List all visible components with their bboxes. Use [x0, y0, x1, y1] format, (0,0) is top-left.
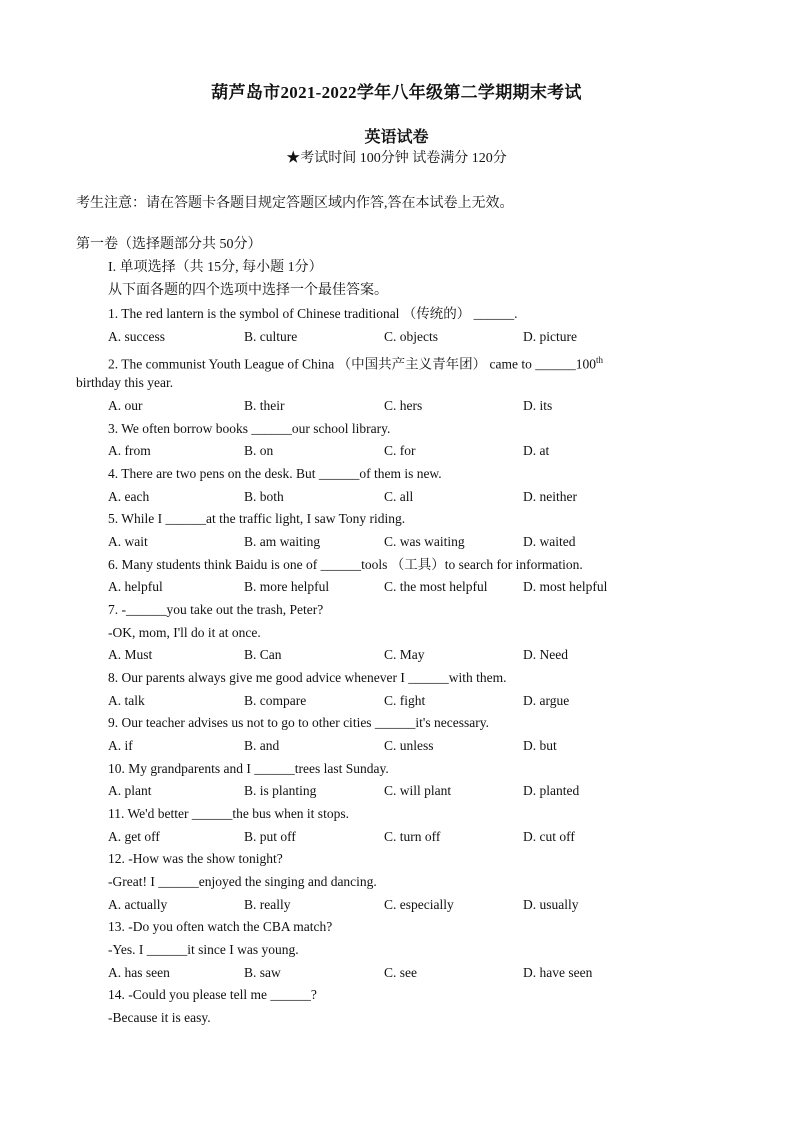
option-d: D. at: [523, 443, 550, 458]
section-heading: I. 单项选择（共 15分, 每小题 1分）: [108, 260, 323, 275]
option-c: C. objects: [384, 329, 438, 344]
question-text: 3. We often borrow books ______our school library.: [108, 421, 391, 436]
question-text-main: 2. The communist Youth League of China （中国共产主义青年团） came to ______100: [108, 356, 596, 372]
option-d: D. have seen: [523, 965, 593, 980]
option-b: B. on: [244, 443, 274, 458]
question-text-cont: -Yes. I ______it since I was young.: [108, 942, 299, 957]
exam-meta: ★考试时间 100分钟 试卷满分 120分: [286, 151, 507, 166]
option-a: A. actually: [108, 897, 168, 912]
option-b: B. compare: [244, 693, 307, 708]
option-b: B. saw: [244, 965, 281, 980]
question-text: 6. Many students think Baidu is one of ______tools （工具）to search for information.: [108, 557, 583, 572]
option-a: A. has seen: [108, 965, 170, 980]
option-c: C. was waiting: [384, 534, 465, 549]
option-b: B. is planting: [244, 783, 317, 798]
question-text: 8. Our parents always give me good advice whenever I ______with them.: [108, 670, 507, 685]
option-a: A. from: [108, 443, 151, 458]
exam-notice: 考生注意：请在答题卡各题目规定答题区域内作答,答在本试卷上无效。: [76, 196, 514, 211]
question-text: 7. -______you take out the trash, Peter?: [108, 602, 324, 617]
option-c: C. turn off: [384, 829, 441, 844]
option-d: D. cut off: [523, 829, 575, 844]
option-a: A. helpful: [108, 579, 163, 594]
option-d: D. Need: [523, 647, 568, 662]
option-b: B. put off: [244, 829, 296, 844]
exam-subtitle: 英语试卷: [364, 129, 429, 146]
question-text-cont: -Great! I ______enjoyed the singing and dancing.: [108, 874, 377, 889]
question-text: 5. While I ______at the traffic light, I saw Tony riding.: [108, 511, 406, 526]
option-a: A. get off: [108, 829, 160, 844]
question-text: 12. -How was the show tonight?: [108, 851, 283, 866]
question-text: 10. My grandparents and I ______trees last Sunday.: [108, 761, 389, 776]
option-c: C. will plant: [384, 783, 452, 798]
question-text: 13. -Do you often watch the CBA match?: [108, 919, 333, 934]
question-text: 11. We'd better ______the bus when it stops.: [108, 806, 349, 821]
option-d: D. neither: [523, 489, 577, 504]
question-text: [108, 351, 603, 374]
option-c: C. see: [384, 965, 417, 980]
section-part: 第一卷（选择题部分共 50分）: [76, 237, 262, 252]
option-d: D. its: [523, 398, 553, 413]
question-text: 1. The red lantern is the symbol of Chinese traditional （传统的） ______.: [108, 306, 518, 321]
option-d: D. argue: [523, 693, 570, 708]
option-c: C. hers: [384, 398, 423, 413]
option-a: A. success: [108, 329, 165, 344]
option-b: B. Can: [244, 647, 282, 662]
option-a: A. if: [108, 738, 133, 753]
superscript: th: [595, 355, 603, 365]
option-d: D. most helpful: [523, 579, 608, 594]
question-text: 14. -Could you please tell me ______?: [108, 987, 317, 1002]
option-c: C. for: [384, 443, 416, 458]
option-a: A. talk: [108, 693, 145, 708]
option-b: B. really: [244, 897, 291, 912]
option-b: B. and: [244, 738, 280, 753]
option-c: C. especially: [384, 897, 454, 912]
option-a: A. our: [108, 398, 143, 413]
option-b: B. their: [244, 398, 285, 413]
option-d: D. waited: [523, 534, 576, 549]
exam-title: 葫芦岛市2021-2022学年八年级第二学期期末考试: [211, 83, 582, 102]
option-a: A. Must: [108, 647, 153, 662]
option-d: D. but: [523, 738, 557, 753]
option-a: A. plant: [108, 783, 152, 798]
option-d: D. picture: [523, 329, 577, 344]
option-a: A. wait: [108, 534, 148, 549]
option-c: C. May: [384, 647, 425, 662]
option-a: A. each: [108, 489, 150, 504]
option-c: C. unless: [384, 738, 434, 753]
option-b: B. culture: [244, 329, 298, 344]
option-c: C. fight: [384, 693, 426, 708]
option-c: C. all: [384, 489, 414, 504]
option-b: B. am waiting: [244, 534, 321, 549]
option-b: B. both: [244, 489, 284, 504]
question-text-cont: -Because it is easy.: [108, 1010, 211, 1025]
section-instruction: 从下面各题的四个选项中选择一个最佳答案。: [108, 283, 388, 298]
option-b: B. more helpful: [244, 579, 330, 594]
question-text: 9. Our teacher advises us not to go to other cities ______it's necessary.: [108, 715, 489, 730]
option-d: D. planted: [523, 783, 580, 798]
question-text: 4. There are two pens on the desk. But ______of them is new.: [108, 466, 442, 481]
option-c: C. the most helpful: [384, 579, 488, 594]
question-text-cont: -OK, mom, I'll do it at once.: [108, 625, 261, 640]
option-d: D. usually: [523, 897, 579, 912]
question-text-cont: birthday this year.: [76, 375, 174, 390]
